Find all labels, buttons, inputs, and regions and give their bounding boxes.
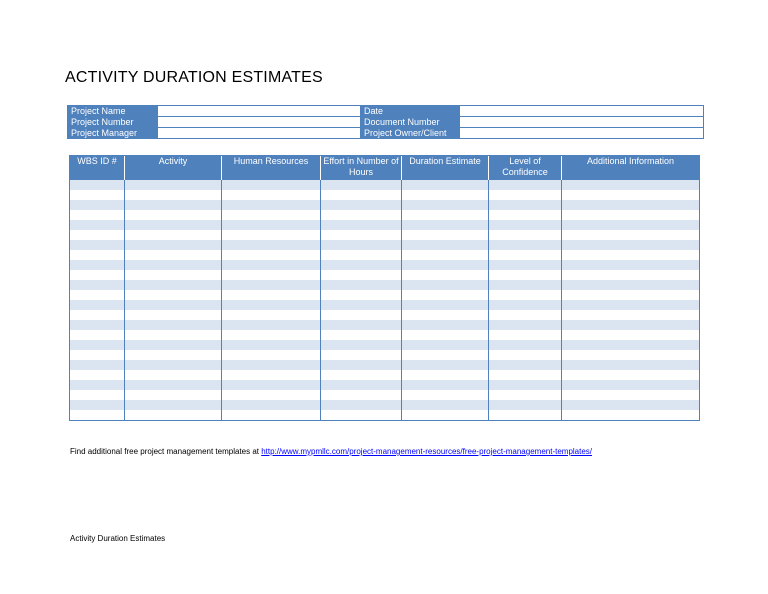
additional-info-cell[interactable] <box>562 390 700 400</box>
duration-cell[interactable] <box>402 330 489 340</box>
human-resources-cell[interactable] <box>222 200 321 210</box>
confidence-cell[interactable] <box>489 280 562 290</box>
table-row <box>70 250 700 260</box>
duration-cell[interactable] <box>402 370 489 380</box>
duration-cell[interactable] <box>402 240 489 250</box>
info-row <box>68 106 704 117</box>
additional-info-cell[interactable] <box>562 400 700 410</box>
table-row <box>70 230 700 240</box>
additional-info-cell[interactable] <box>562 200 700 210</box>
effort-cell[interactable] <box>321 350 402 360</box>
table-row <box>70 280 700 290</box>
table-row <box>70 310 700 320</box>
project-name-field[interactable] <box>158 106 361 117</box>
human-resources-cell[interactable] <box>222 270 321 280</box>
table-row <box>70 360 700 370</box>
wbs-id-cell[interactable] <box>70 290 125 300</box>
effort-cell[interactable] <box>321 370 402 380</box>
activity-cell[interactable] <box>125 240 222 250</box>
wbs-id-cell[interactable] <box>70 360 125 370</box>
effort-cell[interactable] <box>321 250 402 260</box>
confidence-cell[interactable] <box>489 350 562 360</box>
effort-cell[interactable] <box>321 400 402 410</box>
human-resources-cell[interactable] <box>222 390 321 400</box>
column-header-additional-info: Additional Information <box>562 156 700 181</box>
duration-cell[interactable] <box>402 340 489 350</box>
duration-cell[interactable] <box>402 250 489 260</box>
confidence-cell[interactable] <box>489 340 562 350</box>
column-header-effort: Effort in Number of Hours <box>321 156 402 181</box>
activity-cell[interactable] <box>125 330 222 340</box>
effort-cell[interactable] <box>321 290 402 300</box>
confidence-cell[interactable] <box>489 390 562 400</box>
additional-info-cell[interactable] <box>562 340 700 350</box>
effort-cell[interactable] <box>321 380 402 390</box>
human-resources-cell[interactable] <box>222 400 321 410</box>
confidence-cell[interactable] <box>489 370 562 380</box>
confidence-cell[interactable] <box>489 320 562 330</box>
page-title: ACTIVITY DURATION ESTIMATES <box>65 69 323 86</box>
human-resources-cell[interactable] <box>222 360 321 370</box>
wbs-id-cell[interactable] <box>70 200 125 210</box>
confidence-cell[interactable] <box>489 200 562 210</box>
duration-cell[interactable] <box>402 210 489 220</box>
additional-info-cell[interactable] <box>562 260 700 270</box>
confidence-cell[interactable] <box>489 240 562 250</box>
activity-cell[interactable] <box>125 410 222 421</box>
confidence-cell[interactable] <box>489 360 562 370</box>
human-resources-cell[interactable] <box>222 350 321 360</box>
table-row <box>70 370 700 380</box>
confidence-cell[interactable] <box>489 300 562 310</box>
additional-info-cell[interactable] <box>562 410 700 421</box>
human-resources-cell[interactable] <box>222 240 321 250</box>
duration-cell[interactable] <box>402 280 489 290</box>
confidence-cell[interactable] <box>489 180 562 190</box>
confidence-cell[interactable] <box>489 330 562 340</box>
table-row <box>70 180 700 190</box>
confidence-cell[interactable] <box>489 380 562 390</box>
wbs-id-cell[interactable] <box>70 310 125 320</box>
additional-info-cell[interactable] <box>562 350 700 360</box>
table-row <box>70 290 700 300</box>
activity-cell[interactable] <box>125 190 222 200</box>
table-row <box>70 200 700 210</box>
wbs-id-cell[interactable] <box>70 250 125 260</box>
duration-cell[interactable] <box>402 290 489 300</box>
additional-info-cell[interactable] <box>562 210 700 220</box>
wbs-id-cell[interactable] <box>70 320 125 330</box>
wbs-id-cell[interactable] <box>70 230 125 240</box>
duration-cell[interactable] <box>402 410 489 421</box>
additional-info-cell[interactable] <box>562 300 700 310</box>
duration-cell[interactable] <box>402 230 489 240</box>
additional-info-cell[interactable] <box>562 280 700 290</box>
duration-cell[interactable] <box>402 320 489 330</box>
info-row <box>68 117 704 128</box>
confidence-cell[interactable] <box>489 260 562 270</box>
page-footer: Activity Duration Estimates <box>70 534 166 543</box>
activity-cell[interactable] <box>125 360 222 370</box>
confidence-cell[interactable] <box>489 190 562 200</box>
effort-cell[interactable] <box>321 320 402 330</box>
wbs-id-cell[interactable] <box>70 240 125 250</box>
duration-cell[interactable] <box>402 400 489 410</box>
document-number-field[interactable] <box>460 117 704 128</box>
additional-info-cell[interactable] <box>562 290 700 300</box>
table-row <box>70 390 700 400</box>
wbs-id-cell[interactable] <box>70 180 125 190</box>
activity-cell[interactable] <box>125 370 222 380</box>
additional-info-cell[interactable] <box>562 330 700 340</box>
effort-cell[interactable] <box>321 270 402 280</box>
wbs-id-cell[interactable] <box>70 370 125 380</box>
table-row <box>70 410 700 421</box>
activity-cell[interactable] <box>125 290 222 300</box>
additional-info-cell[interactable] <box>562 180 700 190</box>
project-number-label: Project Number <box>68 117 158 128</box>
duration-cell[interactable] <box>402 270 489 280</box>
human-resources-cell[interactable] <box>222 340 321 350</box>
additional-info-cell[interactable] <box>562 230 700 240</box>
wbs-id-cell[interactable] <box>70 340 125 350</box>
confidence-cell[interactable] <box>489 250 562 260</box>
table-body <box>70 180 700 421</box>
project-name-label: Project Name <box>68 106 158 117</box>
effort-cell[interactable] <box>321 220 402 230</box>
project-owner-label: Project Owner/Client <box>361 128 460 139</box>
confidence-cell[interactable] <box>489 230 562 240</box>
human-resources-cell[interactable] <box>222 280 321 290</box>
human-resources-cell[interactable] <box>222 230 321 240</box>
column-header-human-resources: Human Resources <box>222 156 321 181</box>
table-row <box>70 240 700 250</box>
wbs-id-cell[interactable] <box>70 190 125 200</box>
human-resources-cell[interactable] <box>222 220 321 230</box>
human-resources-cell[interactable] <box>222 370 321 380</box>
duration-cell[interactable] <box>402 300 489 310</box>
wbs-id-cell[interactable] <box>70 210 125 220</box>
human-resources-cell[interactable] <box>222 210 321 220</box>
human-resources-cell[interactable] <box>222 250 321 260</box>
human-resources-cell[interactable] <box>222 300 321 310</box>
wbs-id-cell[interactable] <box>70 300 125 310</box>
activity-cell[interactable] <box>125 390 222 400</box>
column-header-confidence: Level of Confidence <box>489 156 562 181</box>
additional-info-cell[interactable] <box>562 250 700 260</box>
wbs-id-cell[interactable] <box>70 270 125 280</box>
effort-cell[interactable] <box>321 240 402 250</box>
additional-info-cell[interactable] <box>562 320 700 330</box>
confidence-cell[interactable] <box>489 410 562 421</box>
additional-info-cell[interactable] <box>562 270 700 280</box>
activity-cell[interactable] <box>125 220 222 230</box>
effort-cell[interactable] <box>321 310 402 320</box>
document-number-label: Document Number <box>361 117 460 128</box>
duration-cell[interactable] <box>402 190 489 200</box>
confidence-cell[interactable] <box>489 220 562 230</box>
effort-cell[interactable] <box>321 340 402 350</box>
column-header-wbs-id: WBS ID # <box>70 156 125 181</box>
activity-cell[interactable] <box>125 200 222 210</box>
table-row <box>70 400 700 410</box>
duration-cell[interactable] <box>402 350 489 360</box>
date-label: Date <box>361 106 460 117</box>
activity-cell[interactable] <box>125 300 222 310</box>
activity-cell[interactable] <box>125 270 222 280</box>
table-row <box>70 340 700 350</box>
table-row <box>70 190 700 200</box>
table-row <box>70 260 700 270</box>
duration-cell[interactable] <box>402 260 489 270</box>
human-resources-cell[interactable] <box>222 260 321 270</box>
activity-cell[interactable] <box>125 320 222 330</box>
effort-cell[interactable] <box>321 210 402 220</box>
activity-cell[interactable] <box>125 280 222 290</box>
table-row <box>70 380 700 390</box>
additional-info-cell[interactable] <box>562 190 700 200</box>
human-resources-cell[interactable] <box>222 190 321 200</box>
duration-cell[interactable] <box>402 360 489 370</box>
wbs-id-cell[interactable] <box>70 400 125 410</box>
human-resources-cell[interactable] <box>222 380 321 390</box>
templates-note <box>70 447 592 456</box>
human-resources-cell[interactable] <box>222 330 321 340</box>
activity-cell[interactable] <box>125 310 222 320</box>
table-row <box>70 210 700 220</box>
wbs-id-cell[interactable] <box>70 260 125 270</box>
effort-cell[interactable] <box>321 260 402 270</box>
activity-estimates-table <box>69 155 700 421</box>
table-row <box>70 270 700 280</box>
templates-link[interactable]: http://www.mypmllc.com/project-management-resources/free-project-management-templates/ <box>261 447 593 456</box>
wbs-id-cell[interactable] <box>70 380 125 390</box>
activity-cell[interactable] <box>125 180 222 190</box>
table-row <box>70 300 700 310</box>
duration-cell[interactable] <box>402 310 489 320</box>
confidence-cell[interactable] <box>489 400 562 410</box>
effort-cell[interactable] <box>321 330 402 340</box>
duration-cell[interactable] <box>402 390 489 400</box>
wbs-id-cell[interactable] <box>70 410 125 421</box>
additional-info-cell[interactable] <box>562 310 700 320</box>
confidence-cell[interactable] <box>489 290 562 300</box>
effort-cell[interactable] <box>321 390 402 400</box>
activity-cell[interactable] <box>125 340 222 350</box>
wbs-id-cell[interactable] <box>70 280 125 290</box>
info-row <box>68 128 704 139</box>
duration-cell[interactable] <box>402 380 489 390</box>
duration-cell[interactable] <box>402 200 489 210</box>
project-manager-field[interactable] <box>158 128 361 139</box>
confidence-cell[interactable] <box>489 310 562 320</box>
human-resources-cell[interactable] <box>222 290 321 300</box>
table-row <box>70 350 700 360</box>
human-resources-cell[interactable] <box>222 410 321 421</box>
human-resources-cell[interactable] <box>222 180 321 190</box>
duration-cell[interactable] <box>402 220 489 230</box>
activity-cell[interactable] <box>125 260 222 270</box>
wbs-id-cell[interactable] <box>70 330 125 340</box>
project-number-field[interactable] <box>158 117 361 128</box>
table-row <box>70 320 700 330</box>
additional-info-cell[interactable] <box>562 220 700 230</box>
effort-cell[interactable] <box>321 410 402 421</box>
additional-info-cell[interactable] <box>562 370 700 380</box>
activity-cell[interactable] <box>125 250 222 260</box>
confidence-cell[interactable] <box>489 270 562 280</box>
activity-cell[interactable] <box>125 380 222 390</box>
activity-cell[interactable] <box>125 210 222 220</box>
activity-cell[interactable] <box>125 350 222 360</box>
table-header-row <box>70 156 700 181</box>
wbs-id-cell[interactable] <box>70 350 125 360</box>
date-field[interactable] <box>460 106 704 117</box>
additional-info-cell[interactable] <box>562 240 700 250</box>
additional-info-cell[interactable] <box>562 380 700 390</box>
effort-cell[interactable] <box>321 300 402 310</box>
table-row <box>70 330 700 340</box>
column-header-activity: Activity <box>125 156 222 181</box>
effort-cell[interactable] <box>321 200 402 210</box>
table-row <box>70 220 700 230</box>
project-owner-field[interactable] <box>460 128 704 139</box>
effort-cell[interactable] <box>321 230 402 240</box>
wbs-id-cell[interactable] <box>70 390 125 400</box>
human-resources-cell[interactable] <box>222 320 321 330</box>
activity-cell[interactable] <box>125 400 222 410</box>
column-header-duration: Duration Estimate <box>402 156 489 181</box>
confidence-cell[interactable] <box>489 210 562 220</box>
project-manager-label: Project Manager <box>68 128 158 139</box>
templates-note-text: Find additional free project management templates at <box>70 447 262 456</box>
wbs-id-cell[interactable] <box>70 220 125 230</box>
additional-info-cell[interactable] <box>562 360 700 370</box>
duration-cell[interactable] <box>402 180 489 190</box>
effort-cell[interactable] <box>321 360 402 370</box>
effort-cell[interactable] <box>321 180 402 190</box>
project-info-table <box>67 105 704 139</box>
effort-cell[interactable] <box>321 280 402 290</box>
human-resources-cell[interactable] <box>222 310 321 320</box>
activity-cell[interactable] <box>125 230 222 240</box>
effort-cell[interactable] <box>321 190 402 200</box>
